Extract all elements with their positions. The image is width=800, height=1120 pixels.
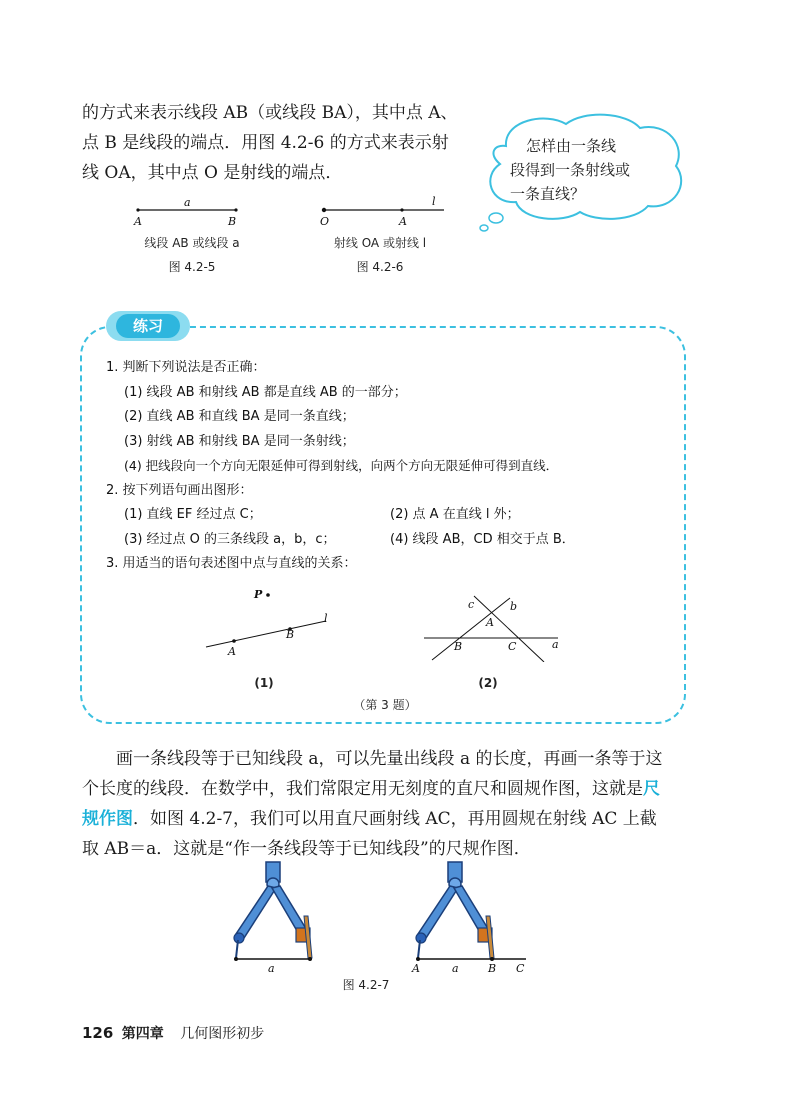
exercise-figure-2: [420, 592, 570, 662]
cloud-line-3: 一条直线？: [510, 185, 586, 203]
body-line-4: 取 AB＝a．这就是“作一条线段等于已知线段”的尺规作图．: [82, 839, 531, 859]
question-2-4: (4) 线段 AB，CD 相交于点 B．: [390, 531, 575, 547]
fig-4-2-6-number: 图 4.2-6: [356, 260, 404, 274]
fig427-right-label-a: a: [452, 962, 459, 975]
segment-label-a: a: [184, 196, 191, 209]
fig1-label-P: P: [254, 588, 263, 601]
question-1-1: (1) 线段 AB 和射线 AB 都是直线 AB 的一部分；: [124, 384, 407, 400]
fig1-label-B: B: [286, 628, 295, 641]
fig2-label-b: b: [510, 600, 518, 613]
fig-4-2-6-caption: 射线 OA 或射线 l: [333, 236, 427, 250]
fig-4-2-7-number: 图 4.2-7: [342, 978, 390, 992]
body-line-3-text: ．如图 4.2-7，我们可以用直尺画射线 AC，再用圆规在射线 AC 上截: [133, 809, 657, 829]
exercise-questions: [106, 356, 676, 577]
segment-endpoint-b: [234, 208, 237, 211]
question-1-3: (3) 射线 AB 和射线 BA 是同一条射线；: [124, 433, 355, 449]
cloud-line-1: 怎样由一条线: [526, 137, 617, 155]
figure-segment: [128, 194, 254, 228]
compass-right-icon: [404, 858, 530, 976]
fig-4-2-5-caption: 线段 AB 或线段 a: [144, 236, 240, 250]
ray-label-O: O: [320, 215, 330, 228]
fig2-label-a: a: [552, 638, 559, 651]
exercise-badge: 练习: [116, 314, 180, 338]
fig1-point-a: [232, 639, 236, 643]
chapter-title: 几何图形初步: [180, 1026, 265, 1042]
body-line-1: 画一条线段等于已知线段 a，可以先量出线段 a 的长度，再画一条等于这: [116, 749, 663, 769]
segment-endpoint-a: [136, 208, 139, 211]
fig-4-2-5-number: 图 4.2-5: [168, 260, 216, 274]
question-1: 1. 判断下列说法是否正确：: [106, 360, 266, 375]
fig2-label-C: C: [508, 640, 517, 653]
body-line-3: [82, 804, 702, 834]
fig427-left-label-a: a: [268, 962, 275, 975]
question-2-1: (1) 直线 EF 经过点 C；: [124, 507, 262, 522]
fig427-right-label-C: C: [516, 962, 525, 975]
question-2-row-2: [106, 528, 676, 553]
cloud-question: [510, 134, 670, 206]
intro-line-1: 的方式来表示线段 AB（或线段 BA），其中点 A、: [82, 103, 458, 123]
question-1-4: (4) 把线段向一个方向无限延伸可得到射线，向两个方向无限延伸可得到直线．: [124, 458, 559, 473]
keyword-ruler-compass-2: 规作图: [82, 809, 133, 829]
question-1-2: (2) 直线 AB 和直线 BA 是同一条直线；: [124, 409, 355, 424]
fig427-right-label-B: B: [488, 962, 497, 975]
exercise-figure-1: [198, 584, 348, 660]
point-p: [266, 593, 270, 597]
fig2-label-A: A: [486, 616, 494, 629]
fig427-right-label-A: A: [412, 962, 420, 975]
intro-line-2: 点 B 是线段的端点．用图 4.2-6 的方式来表示射: [82, 133, 449, 153]
keyword-ruler-compass-1: 尺: [643, 779, 660, 799]
page-number: 126: [82, 1024, 114, 1042]
segment-label-A: A: [134, 215, 142, 228]
body-line-2-text: 个长度的线段．在数学中，我们常限定用无刻度的直尺和圆规作图，这就是: [82, 779, 643, 799]
question-2: 2. 按下列语句画出图形：: [106, 482, 253, 498]
body-line-2: [82, 774, 702, 804]
intro-paragraph: [82, 98, 482, 188]
fig2-label-c: c: [468, 598, 475, 611]
question-2-3: (3) 经过点 O 的三条线段 a，b，c；: [124, 531, 336, 547]
fig2-label-B: B: [454, 640, 463, 653]
chapter-label: 第四章: [121, 1026, 164, 1042]
exercise-figure-caption: （第 3 题）: [353, 698, 417, 712]
ray-label-l: l: [432, 195, 436, 208]
question-2-row-1: [106, 503, 676, 528]
cloud-line-2: 段得到一条射线或: [510, 161, 631, 179]
fig2-sublabel: (2): [478, 676, 498, 690]
ray-point-a: [400, 208, 403, 211]
ray-label-A: A: [399, 215, 407, 228]
question-2-2: (2) 点 A 在直线 l 外；: [390, 507, 520, 522]
fig1-label-l: l: [324, 612, 328, 625]
segment-label-B: B: [228, 215, 237, 228]
question-3: 3. 用适当的语句表述图中点与直线的关系：: [106, 556, 357, 571]
intro-line-3: 线 OA，其中点 O 是射线的端点．: [82, 163, 343, 183]
fig1-sublabel: (1): [254, 676, 274, 690]
ray-endpoint-o: [322, 208, 326, 212]
fig1-line-l: [206, 621, 326, 647]
fig1-label-A: A: [228, 645, 236, 658]
figure-ray: [314, 194, 450, 228]
compass-left-icon: [222, 858, 322, 976]
body-paragraph: [82, 744, 702, 864]
page-footer: [82, 1023, 264, 1043]
